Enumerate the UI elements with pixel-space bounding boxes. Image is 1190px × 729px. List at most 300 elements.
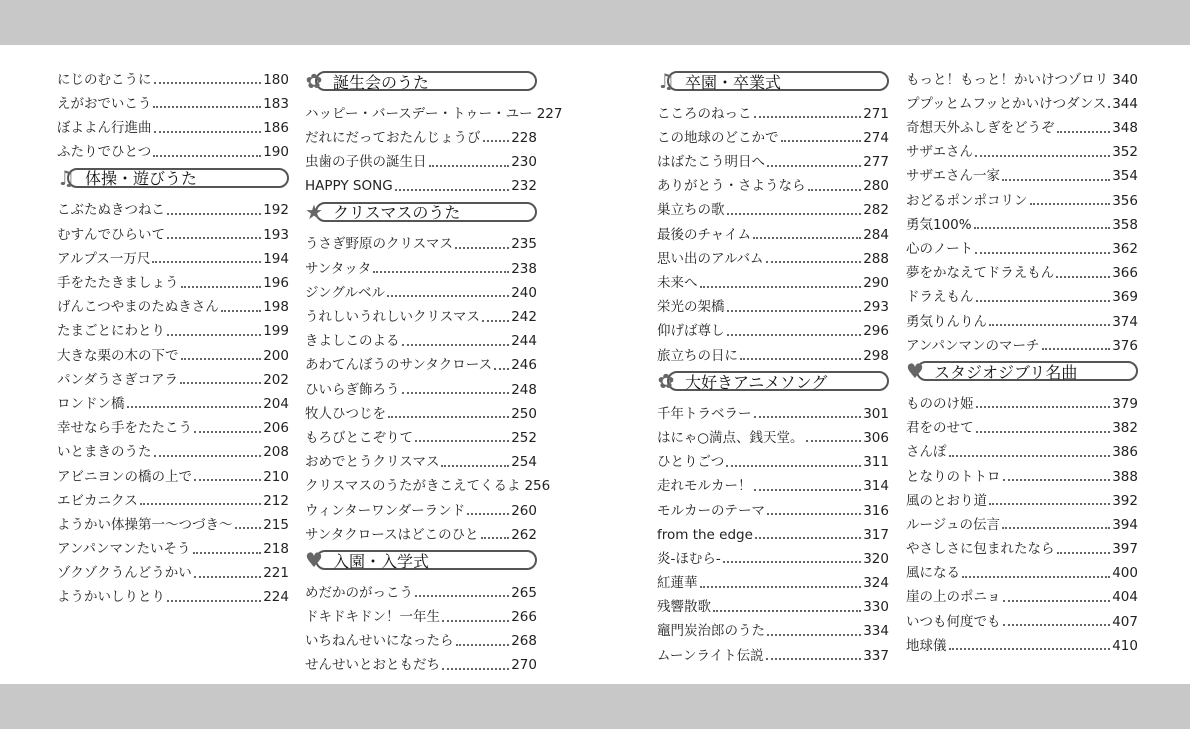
- dot-leader: [753, 237, 861, 239]
- toc-entry: [305, 649, 537, 673]
- dot-leader: [482, 320, 509, 322]
- dot-leader: [152, 261, 261, 263]
- song-title: やさしさに包まれたなら: [906, 541, 1055, 558]
- dot-leader: [127, 406, 262, 408]
- toc-entry: [305, 252, 537, 276]
- song-title: げんこつやまのたぬきさん: [57, 299, 219, 316]
- page-number: 280: [863, 178, 889, 195]
- page-number: 374: [1112, 313, 1138, 330]
- page-number: 301: [863, 405, 889, 422]
- toc-entry: [657, 339, 889, 363]
- song-title: 君をのせて: [906, 420, 974, 437]
- toc-entry: [305, 576, 537, 600]
- dot-leader: [767, 634, 861, 636]
- dot-leader: [755, 537, 861, 539]
- toc-entry: [657, 639, 889, 663]
- page-number: 290: [863, 275, 889, 291]
- song-title: 思い出のアルバム: [657, 250, 764, 267]
- toc-entry: [657, 518, 889, 542]
- page-number: 248: [511, 381, 537, 398]
- page-number: 246: [511, 357, 537, 374]
- toc-entry: [657, 591, 889, 615]
- song-title: めだかのがっこう: [305, 584, 413, 601]
- page-number: 274: [863, 129, 889, 146]
- page-number: 238: [511, 260, 537, 277]
- dot-leader: [1042, 348, 1111, 350]
- page-number: 232: [511, 178, 537, 195]
- toc-entry: [657, 315, 889, 339]
- dot-leader: [975, 155, 1110, 157]
- toc-entry: [57, 87, 289, 111]
- page-number: 204: [263, 395, 289, 412]
- dot-leader: [767, 165, 861, 167]
- page-number: 352: [1112, 144, 1138, 161]
- song-title: 虫歯の子供の誕生日: [305, 154, 427, 171]
- toc-column-3: [657, 63, 889, 663]
- page-number: 242: [511, 309, 537, 325]
- page-number: 344: [1112, 95, 1138, 112]
- song-title: こころのねっこ: [657, 105, 752, 122]
- toc-entry: [657, 194, 889, 218]
- page-number: 407: [1112, 613, 1138, 630]
- dot-leader: [949, 648, 1111, 650]
- page-number: 192: [263, 202, 289, 219]
- song-title: サンタッタ: [305, 260, 372, 277]
- toc-entry: [906, 411, 1138, 435]
- song-title: ププッとムフッとかいけつダンス: [906, 95, 1107, 112]
- dot-leader: [975, 252, 1110, 254]
- toc-entry: [906, 87, 1138, 111]
- song-title: せんせいとおともだち: [305, 657, 440, 674]
- page-number: 212: [263, 492, 289, 509]
- page-number: 268: [511, 633, 537, 650]
- song-title: 竈門炭治郎のうた: [657, 623, 765, 640]
- song-title: もののけ姫: [906, 395, 974, 412]
- toc-entry: [906, 111, 1138, 135]
- dot-leader: [1003, 624, 1111, 626]
- toc-entry: [305, 121, 537, 145]
- toc-entry: [906, 581, 1138, 605]
- song-title: サンタクロースはどこのひと: [305, 526, 479, 543]
- page-number: 392: [1112, 492, 1138, 509]
- song-title: ふたりでひとつ: [57, 144, 152, 161]
- dot-leader: [1030, 203, 1111, 205]
- song-title: ありがとう・さようなら: [657, 178, 806, 195]
- page-number: 410: [1112, 637, 1138, 654]
- song-title: もろびとこぞりて: [305, 429, 413, 446]
- song-title: from the edge: [657, 526, 753, 543]
- music-note-icon: ♫: [57, 165, 75, 190]
- song-title: 風になる: [906, 565, 960, 582]
- toc-entry: [657, 218, 889, 242]
- page-number: 366: [1112, 265, 1138, 282]
- toc-entry: [57, 136, 289, 160]
- page-number: 354: [1112, 168, 1138, 185]
- song-title: もっと！もっと！かいけつゾロリ: [906, 71, 1109, 88]
- dot-leader: [154, 131, 262, 133]
- toc-entry: [57, 63, 289, 87]
- page-number: 202: [263, 371, 289, 388]
- dot-leader: [740, 358, 861, 360]
- page-number: 271: [863, 105, 889, 122]
- song-title: ドキドキドン！一年生: [305, 609, 440, 626]
- dot-leader: [766, 658, 862, 660]
- toc-entry: [906, 281, 1138, 305]
- section-header: [657, 69, 889, 93]
- toc-entry: [906, 257, 1138, 281]
- song-title: モルカーのテーマ: [657, 502, 765, 519]
- dot-leader: [726, 465, 861, 467]
- page-number: 376: [1112, 337, 1138, 354]
- page-number: 362: [1112, 241, 1138, 257]
- song-title: ドラえもん: [906, 289, 974, 306]
- dot-leader: [194, 479, 261, 481]
- song-title: 未来へ: [657, 275, 698, 291]
- toc-entry: [305, 421, 537, 445]
- page-number: 379: [1112, 395, 1138, 412]
- toc-entry: [906, 63, 1138, 87]
- toc-entry: [57, 194, 289, 218]
- section-title: 大好きアニメソング: [685, 372, 828, 392]
- page-number: 311: [863, 454, 889, 471]
- song-title: はにゃ○満点、銭天堂。: [657, 429, 804, 446]
- toc-entry: [906, 160, 1138, 184]
- page-number: 198: [263, 299, 289, 316]
- dot-leader: [1002, 527, 1110, 529]
- toc-entry: [305, 170, 537, 194]
- song-title: 勇気100%: [906, 216, 972, 233]
- toc-entry: [906, 329, 1138, 353]
- section-header: [657, 369, 889, 393]
- page-number: 400: [1112, 565, 1138, 582]
- toc-entry: [57, 242, 289, 266]
- toc-entry: [906, 305, 1138, 329]
- song-title: パンダうさぎコアラ: [57, 371, 178, 388]
- song-title: にじのむこうに: [57, 71, 152, 88]
- page-number: 334: [863, 623, 889, 640]
- page-number: 224: [263, 589, 289, 606]
- page-number: 262: [511, 526, 537, 543]
- song-title: 崖の上のポニョ: [906, 589, 1001, 606]
- song-title: クリスマスのうたがきこえてくるよ: [305, 478, 521, 495]
- page-number: 254: [511, 454, 537, 471]
- bottom-margin-band: [0, 684, 1190, 729]
- toc-entry: [657, 266, 889, 290]
- heart-icon: ♥: [906, 359, 924, 384]
- toc-entry: [57, 387, 289, 411]
- page-number: 369: [1112, 289, 1138, 306]
- page-number: 397: [1112, 541, 1138, 558]
- toc-entry: [57, 557, 289, 581]
- section-title: 入園・入学式: [333, 551, 430, 571]
- dot-leader: [373, 271, 509, 273]
- toc-entry: [657, 145, 889, 169]
- page-number: 394: [1112, 516, 1138, 533]
- toc-entry: [57, 315, 289, 339]
- toc-entry: [906, 136, 1138, 160]
- dot-leader: [402, 344, 510, 346]
- dot-leader: [989, 324, 1110, 326]
- toc-entry: [305, 349, 537, 373]
- dot-leader: [754, 416, 862, 418]
- toc-entry: [657, 470, 889, 494]
- dot-leader: [976, 431, 1111, 433]
- page-number: 180: [263, 71, 289, 88]
- toc-entry: [57, 111, 289, 135]
- page-number: 228: [511, 129, 537, 146]
- toc-entry: [57, 460, 289, 484]
- page-number: 306: [863, 429, 889, 446]
- page-number: 317: [863, 526, 889, 543]
- page-number: 190: [263, 144, 289, 161]
- song-title: ひとりごつ: [657, 454, 725, 471]
- song-title: 千年トラベラー: [657, 405, 752, 422]
- toc-entry: [57, 581, 289, 605]
- dot-leader: [1002, 179, 1110, 181]
- page-number: 284: [863, 226, 889, 243]
- toc-entry: [906, 436, 1138, 460]
- page-number: 256: [524, 478, 551, 495]
- dot-leader: [1003, 479, 1111, 481]
- page-number: 240: [511, 284, 537, 301]
- toc-entry: [657, 421, 889, 445]
- song-title: はばたこう明日へ: [657, 154, 765, 171]
- toc-entry: [657, 494, 889, 518]
- toc-entry: [305, 470, 551, 495]
- toc-entry: [906, 557, 1138, 581]
- dot-leader: [989, 503, 1110, 505]
- song-title: うさぎ野原のクリスマス: [305, 236, 453, 253]
- section-header: [305, 548, 537, 572]
- dot-leader: [1057, 131, 1111, 133]
- song-title: ウィンターワンダーランド: [305, 502, 466, 519]
- toc-entry: [305, 600, 537, 624]
- page-number: 200: [263, 347, 289, 364]
- dot-leader: [181, 358, 262, 360]
- song-title: 紅蓮華: [657, 575, 698, 592]
- dot-leader: [700, 586, 862, 588]
- dot-leader: [140, 503, 261, 505]
- song-title: うれしいうれしいクリスマス: [305, 309, 480, 325]
- dot-leader: [713, 610, 861, 612]
- toc-entry: [305, 518, 537, 542]
- page-number: 386: [1112, 444, 1138, 461]
- table-of-contents-spread: [0, 45, 1190, 684]
- dot-leader: [808, 189, 862, 191]
- dot-leader: [167, 600, 261, 602]
- page-number: 215: [263, 516, 289, 533]
- toc-entry: [305, 445, 537, 469]
- dot-leader: [1056, 276, 1110, 278]
- toc-entry: [305, 373, 537, 397]
- page-number: 296: [863, 323, 889, 340]
- dot-leader: [194, 431, 261, 433]
- song-title: HAPPY SONG: [305, 178, 393, 195]
- page-number: 324: [863, 575, 889, 592]
- song-title: ようかい体操第一〜つづき〜: [57, 516, 233, 533]
- dot-leader: [727, 334, 862, 336]
- flower-icon: ✿: [305, 69, 323, 93]
- dot-leader: [467, 513, 509, 515]
- dot-leader: [193, 552, 262, 554]
- music-note-icon: ♫: [657, 69, 675, 93]
- dot-leader: [167, 213, 261, 215]
- toc-entry: [906, 387, 1138, 411]
- page-number: 199: [263, 323, 289, 340]
- song-title: 夢をかなえてドラえもん: [906, 265, 1055, 282]
- page-number: 265: [511, 584, 537, 601]
- page-number: 270: [511, 657, 537, 674]
- song-title: 勇気りんりん: [906, 313, 987, 330]
- page-number: 208: [263, 444, 289, 461]
- song-title: アビニヨンの橋の上で: [57, 468, 192, 485]
- song-title: おどるポンポコリン: [906, 192, 1028, 209]
- page-number: 382: [1112, 420, 1138, 437]
- song-title: 炎-ほむら-: [657, 550, 721, 567]
- dot-leader: [700, 286, 862, 288]
- song-title: 仰げば尊し: [657, 323, 725, 340]
- section-title: クリスマスのうた: [333, 203, 461, 223]
- toc-column-1: [57, 63, 289, 605]
- song-title: いつも何度でも: [906, 613, 1001, 630]
- page-number: 348: [1112, 120, 1138, 137]
- dot-leader: [415, 440, 509, 442]
- page-number: 235: [511, 236, 537, 253]
- song-title: いちねんせいになったら: [305, 633, 454, 650]
- toc-entry: [906, 232, 1138, 256]
- toc-entry: [305, 625, 537, 649]
- song-title: 大きな栗の木の下で: [57, 347, 179, 364]
- dot-leader: [154, 82, 262, 84]
- toc-entry: [305, 145, 537, 169]
- page-number: 337: [863, 647, 889, 664]
- dot-leader: [974, 227, 1111, 229]
- dot-leader: [1003, 600, 1111, 602]
- toc-entry: [906, 460, 1138, 484]
- page-number: 266: [511, 609, 537, 626]
- section-header: [57, 166, 289, 190]
- song-title: となりのトトロ: [906, 468, 1001, 485]
- dot-leader: [494, 368, 509, 370]
- song-title: サザエさん: [906, 144, 973, 161]
- page-number: 230: [511, 154, 537, 171]
- song-title: 巣立ちの歌: [657, 202, 725, 219]
- toc-entry: [657, 97, 889, 121]
- toc-entry: [57, 532, 289, 556]
- page-number: 356: [1112, 192, 1138, 209]
- song-title: ハッピー・バースデー・トゥー・ユー: [305, 105, 533, 122]
- dot-leader: [441, 465, 509, 467]
- song-title: ゾクゾクうんどうかい: [57, 565, 192, 582]
- dot-leader: [766, 261, 862, 263]
- toc-entry: [657, 445, 889, 469]
- toc-entry: [57, 291, 289, 315]
- song-title: きよしこのよる: [305, 333, 400, 350]
- page-number: 194: [263, 250, 289, 267]
- dot-leader: [442, 668, 509, 670]
- dot-leader: [387, 295, 509, 297]
- song-title: この地球のどこかで: [657, 129, 779, 146]
- page-number: 196: [263, 275, 289, 291]
- page-number: 250: [511, 405, 537, 422]
- page-number: 314: [863, 478, 889, 495]
- toc-entry: [305, 300, 537, 324]
- section-header: [906, 359, 1138, 383]
- dot-leader: [781, 140, 862, 142]
- page-number: 277: [863, 154, 889, 171]
- song-title: 旅立ちの日に: [657, 347, 738, 364]
- song-title: エビカニクス: [57, 492, 138, 509]
- flower-icon: ✿: [657, 369, 675, 394]
- page-number: 288: [863, 250, 889, 267]
- dot-leader: [167, 237, 261, 239]
- section-title: 誕生会のうた: [333, 72, 430, 92]
- toc-entry: [657, 615, 889, 639]
- song-title: ひいらぎ飾ろう: [305, 381, 400, 398]
- toc-entry: [305, 228, 537, 252]
- toc-entry: [906, 484, 1138, 508]
- page-number: 260: [511, 502, 537, 519]
- toc-entry: [305, 397, 537, 421]
- dot-leader: [221, 310, 261, 312]
- toc-entry: [657, 542, 889, 566]
- page-number: 316: [863, 502, 889, 519]
- song-title: サザエさん一家: [906, 168, 1000, 185]
- dot-leader: [167, 334, 261, 336]
- section-header: [305, 200, 537, 224]
- dot-leader: [154, 455, 262, 457]
- toc-entry: [657, 566, 889, 590]
- dot-leader: [395, 189, 510, 191]
- toc-entry: [57, 411, 289, 435]
- dot-leader: [153, 106, 261, 108]
- section-title: 体操・遊びうた: [85, 169, 198, 189]
- song-title: さんぽ: [906, 444, 947, 461]
- toc-entry: [57, 508, 289, 532]
- page-number: 252: [511, 429, 537, 446]
- toc-entry: [57, 363, 289, 387]
- toc-entry: [906, 508, 1138, 532]
- dot-leader: [180, 382, 261, 384]
- dot-leader: [235, 527, 262, 529]
- page-number: 404: [1112, 589, 1138, 606]
- song-title: ぼよよん行進曲: [57, 120, 152, 137]
- dot-leader: [806, 440, 862, 442]
- page-number: 193: [263, 226, 289, 243]
- toc-entry: [906, 605, 1138, 629]
- song-title: 残響散歌: [657, 599, 711, 616]
- song-title: おめでとうクリスマス: [305, 454, 440, 471]
- song-title: アルプス一万尺: [57, 250, 151, 267]
- song-title: ルージュの伝言: [906, 516, 1000, 533]
- toc-entry: [906, 629, 1138, 653]
- dot-leader: [754, 489, 862, 491]
- dot-leader: [415, 595, 509, 597]
- page-number: 282: [863, 202, 889, 219]
- dot-leader: [727, 213, 862, 215]
- song-title: 心のノート: [906, 241, 974, 257]
- song-title: 走れモルカー！: [657, 478, 752, 495]
- toc-entry: [57, 339, 289, 363]
- toc-entry: [657, 397, 889, 421]
- section-title: スタジオジブリ名曲: [934, 362, 1078, 382]
- song-title: こぶたぬきつねこ: [57, 202, 165, 219]
- toc-entry: [657, 170, 889, 194]
- toc-entry: [305, 494, 537, 518]
- song-title: ようかいしりとり: [57, 589, 165, 606]
- top-margin-band: [0, 0, 1190, 45]
- dot-leader: [483, 140, 510, 142]
